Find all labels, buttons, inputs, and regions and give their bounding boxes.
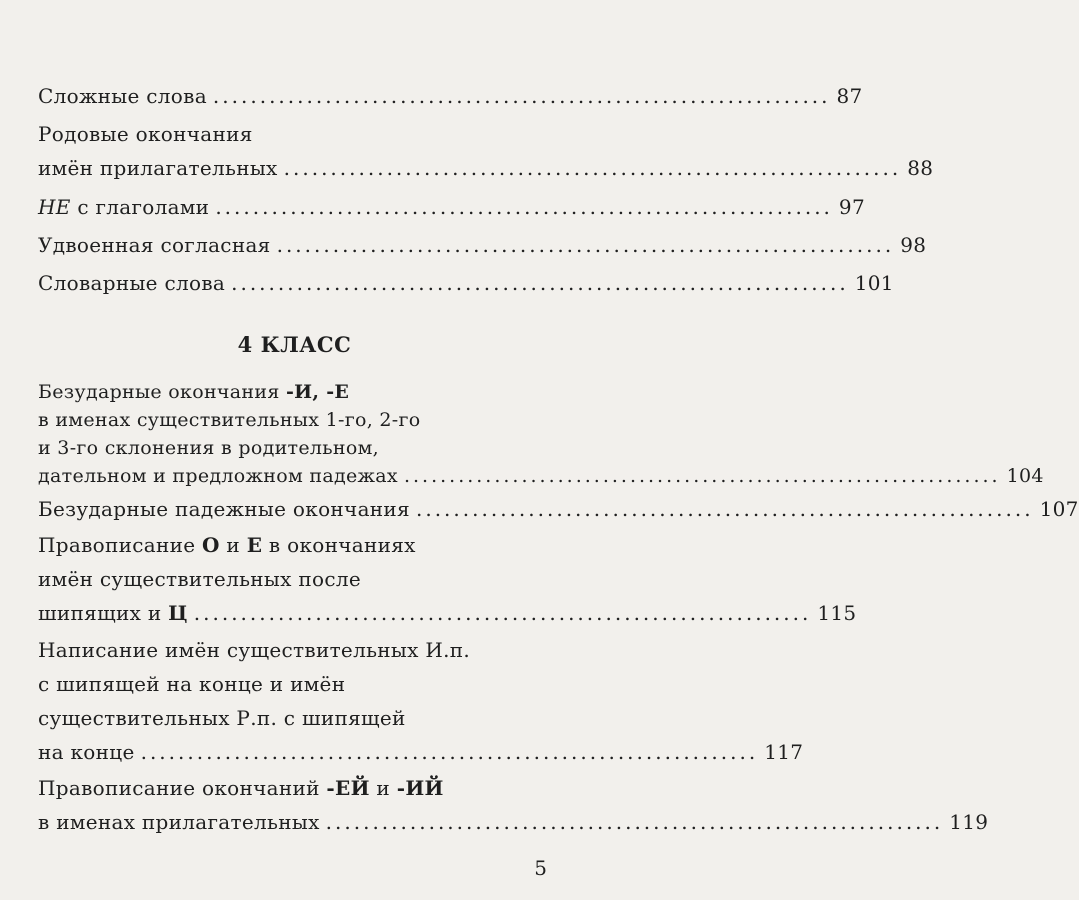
toc-page-number: 87: [836, 84, 863, 108]
toc-entry-line: [38, 776, 545, 800]
toc-page-number: 115: [817, 601, 857, 625]
toc-entry: [38, 601, 857, 625]
toc-page-number: 101: [854, 271, 894, 295]
toc-page-number: 107: [1039, 497, 1079, 521]
toc-page-number: 97: [838, 195, 865, 219]
toc-entry-line: [38, 672, 545, 696]
toc-entry-title: имён существительных после: [38, 567, 361, 591]
toc-entry-title: Безударные падежные окончания: [38, 497, 410, 521]
dot-leader: ..................................................................: [140, 740, 759, 764]
toc-page-number: 104: [1006, 465, 1044, 487]
toc-entry-title: имён прилагательных: [38, 156, 278, 180]
toc-entry-title: существительных Р.п. с шипящей: [38, 706, 406, 730]
dot-leader: ..................................................................: [415, 497, 1034, 521]
page-number: 5: [534, 856, 547, 880]
toc-entry-title: дательном и предложном падежах: [38, 465, 398, 487]
toc-entry: [38, 84, 863, 108]
toc-entry-title: Сложные слова: [38, 84, 207, 108]
italic-ne: НЕ: [38, 195, 71, 219]
dot-leader: ..................................................................: [231, 271, 849, 295]
dot-leader: ..................................................................: [403, 465, 1001, 487]
toc-entry-title: и 3-го склонения в родительном,: [38, 437, 380, 459]
toc-entry-title: Написание имён существительных И.п.: [38, 638, 471, 662]
toc-entry: [38, 195, 865, 219]
toc-entry-title: на конце: [38, 740, 135, 764]
dot-leader: ..................................................................: [276, 233, 895, 257]
toc-entry-title: Правописание окончаний -ЕЙ и -ИЙ: [38, 776, 444, 800]
toc-entry: [38, 156, 934, 180]
toc-page-number: 117: [764, 740, 804, 764]
toc-entry-title: шипящих и Ц: [38, 601, 188, 625]
dot-leader: ..................................................................: [325, 810, 944, 834]
toc-entry-line: [38, 406, 545, 434]
toc-page-number: 88: [907, 156, 934, 180]
toc-entry-line: [38, 638, 545, 662]
dot-leader: ..................................................................: [193, 601, 812, 625]
toc-entry-title: в именах прилагательных: [38, 810, 320, 834]
toc-entry-line: [38, 533, 545, 557]
section-title: 4 КЛАСС: [237, 332, 352, 357]
toc-entry: [38, 462, 1044, 490]
toc-entry-title: с шипящей на конце и имён: [38, 672, 346, 696]
dot-leader: ..................................................................: [212, 84, 831, 108]
toc-entry-title: Правописание О и Е в окончаниях: [38, 533, 416, 557]
toc-entry-title: в именах существительных 1-го, 2-го: [38, 409, 421, 431]
toc-page-number: 98: [900, 233, 927, 257]
toc-entry-line: [38, 434, 545, 462]
toc-entry: [38, 497, 1079, 521]
toc-entry: [38, 271, 894, 295]
toc-entry: [38, 233, 927, 257]
toc-entry-line: [38, 378, 545, 406]
toc-entry-line: [38, 567, 545, 591]
toc-page-number: 119: [949, 810, 989, 834]
toc-entry: [38, 810, 989, 834]
toc-entry-title: Безударные окончания -И, -Е: [38, 381, 350, 403]
toc-entry-title: Словарные слова: [38, 271, 226, 295]
toc-entry-title: НЕ с глаголами: [38, 195, 210, 219]
toc-entry-line: [38, 122, 545, 146]
dot-leader: ..................................................................: [215, 195, 833, 219]
toc-entry-title: Удвоенная согласная: [38, 233, 271, 257]
toc-entry-title: Родовые окончания: [38, 122, 253, 146]
dot-leader: ..................................................................: [283, 156, 902, 180]
toc-entry: [38, 740, 804, 764]
toc-entry-line: [38, 706, 545, 730]
